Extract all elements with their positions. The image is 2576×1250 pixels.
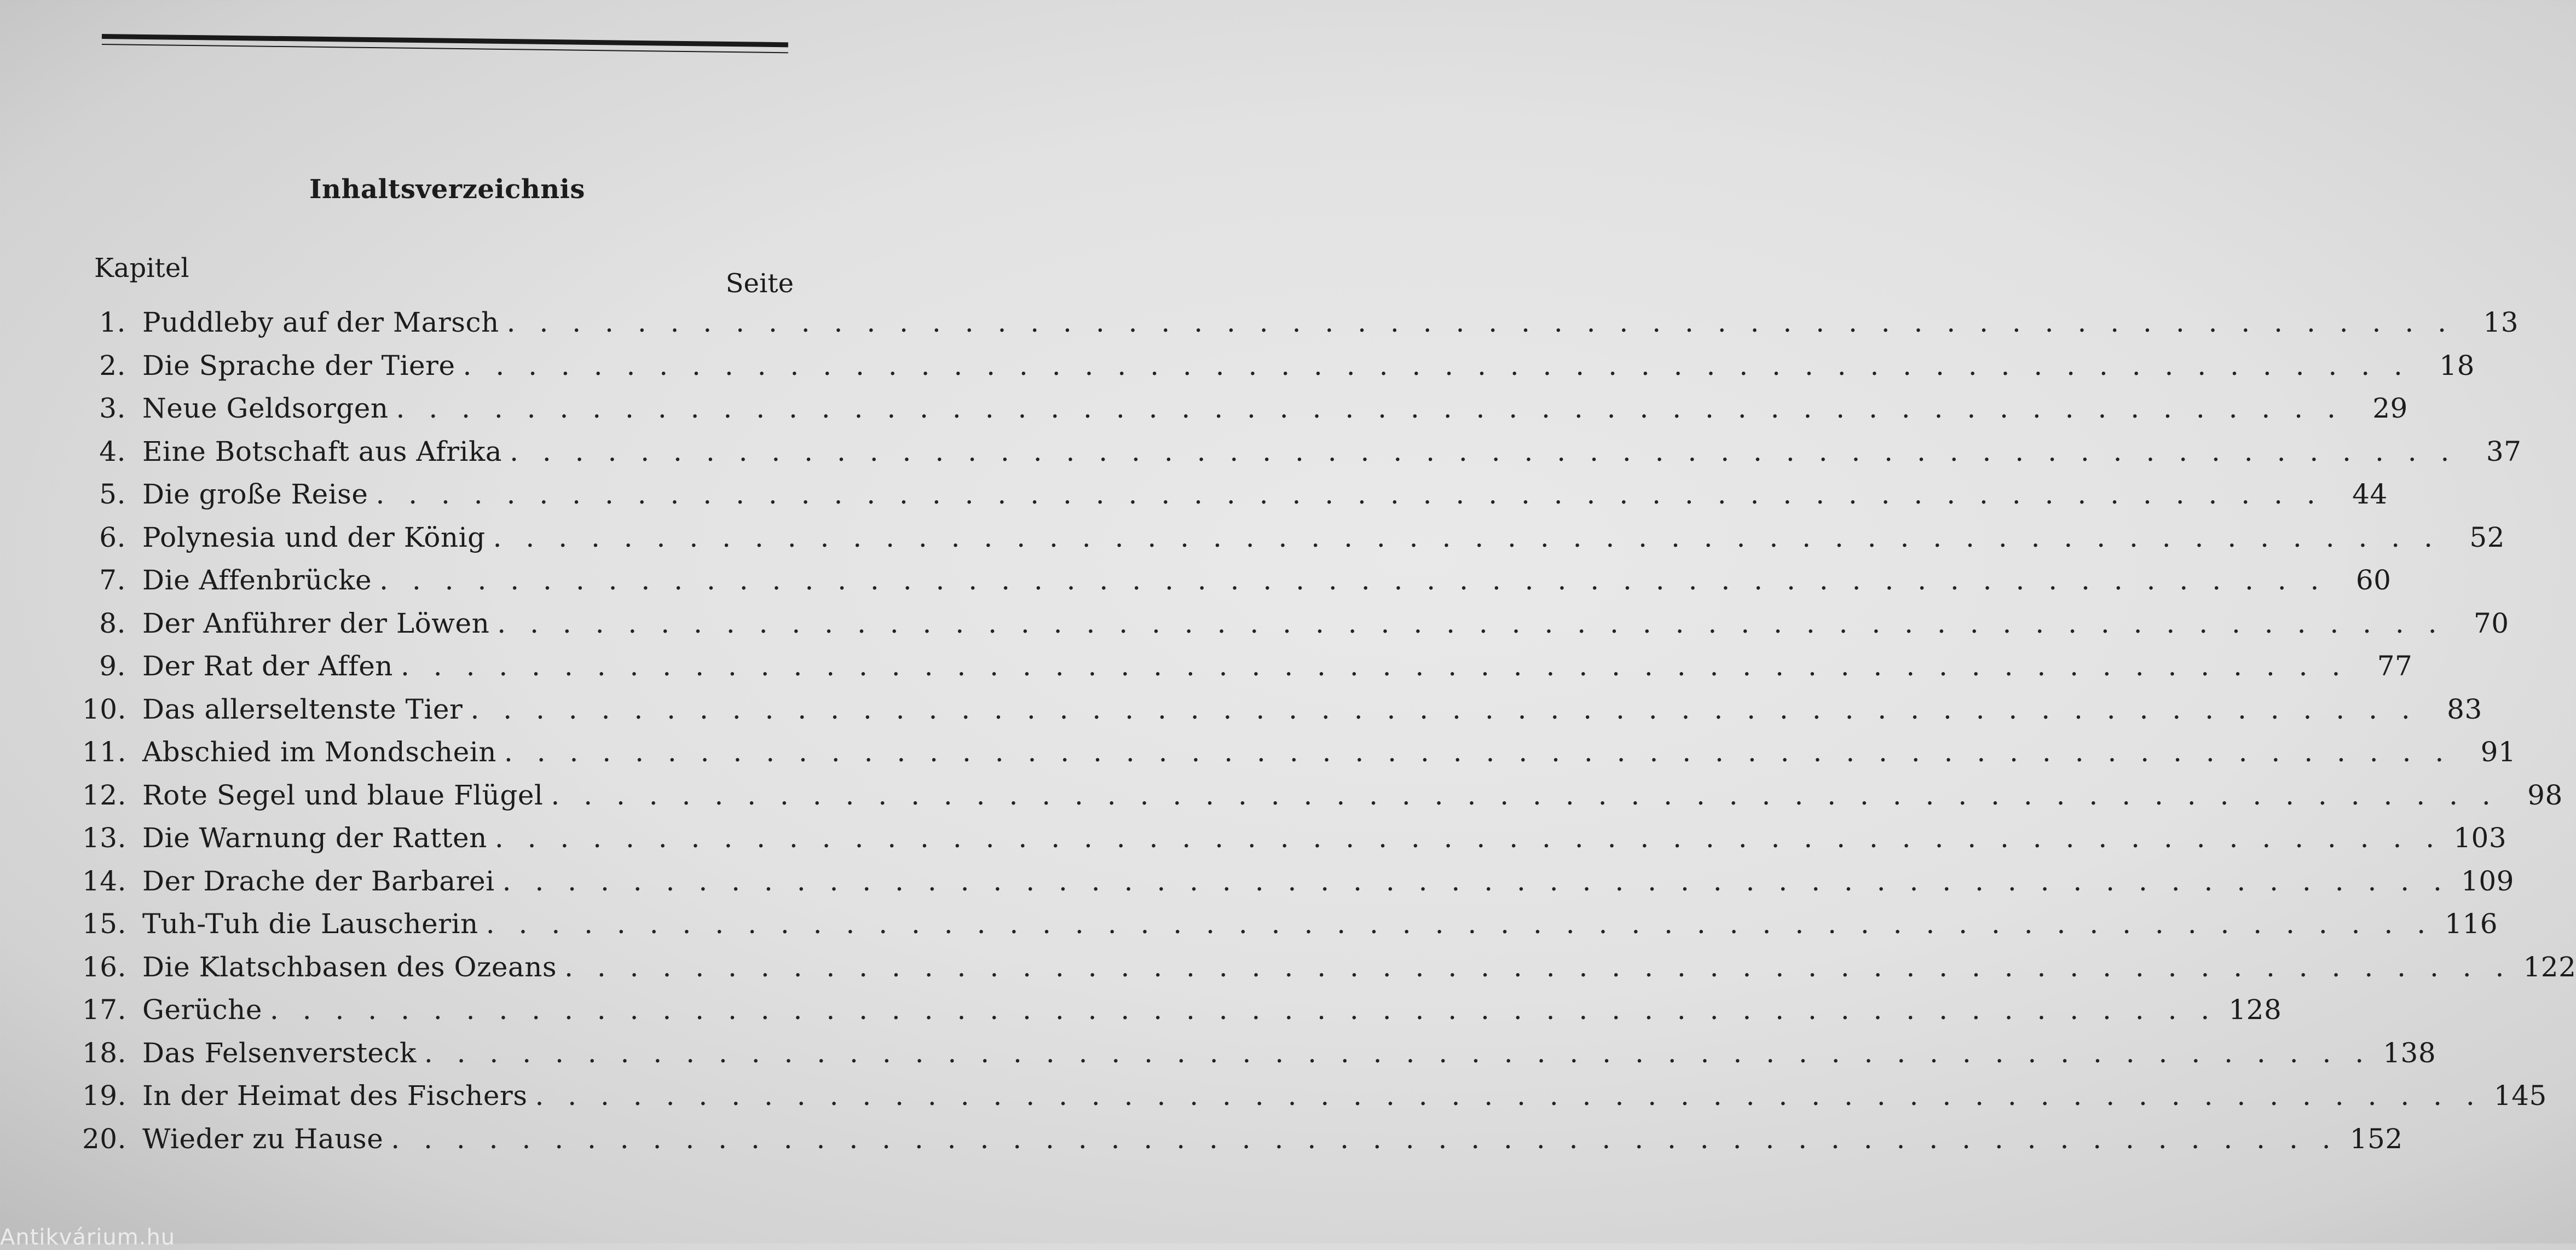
dot-leader: . . . . . . . . . . . . . . . . . . . . . . . . . . . . . . . . . . . . . . . . . . . . . . . . . . . . . . . . . . . . <box>510 435 2457 467</box>
column-header-chapter: Kapitel <box>94 253 189 283</box>
chapter-title: Polynesia und der König <box>142 521 486 553</box>
chapter-title: Die Klatschbasen des Ozeans <box>142 951 557 983</box>
page-number: 116 <box>2445 908 2498 940</box>
chapter-title: Rote Segel und blaue Flügel <box>142 779 544 811</box>
toc-entry <box>82 521 2505 565</box>
chapter-title: Abschied im Mondschein <box>142 736 496 768</box>
dot-leader: . . . . . . . . . . . . . . . . . . . . . . . . . . . . . . . . . . . . . . . . . . . . . . . . . . . . . . . . . . . . <box>463 349 2410 381</box>
chapter-number: 2. <box>99 349 126 381</box>
dot-leader: . . . . . . . . . . . . . . . . . . . . . . . . . . . . . . . . . . . . . . . . . . . . . . . . . . . . . . . . . . . . <box>506 306 2454 338</box>
chapter-number: 9. <box>99 650 126 682</box>
dot-leader: . . . . . . . . . . . . . . . . . . . . . . . . . . . . . . . . . . . . . . . . . . . . . . . . . . . . . . . . . . . . <box>504 736 2452 768</box>
page-number: 122 <box>2523 951 2576 983</box>
chapter-title: Der Rat der Affen <box>142 650 393 682</box>
toc-entry <box>82 736 2516 779</box>
chapter-number: 7. <box>99 564 126 596</box>
chapter-number: 8. <box>99 607 126 639</box>
page-number: 60 <box>2355 564 2392 596</box>
column-header-page: Seite <box>725 268 794 299</box>
chapter-title: Das Felsenversteck <box>142 1037 417 1069</box>
chapter-title: Neue Geldsorgen <box>142 392 389 424</box>
page-number: 29 <box>2372 392 2408 424</box>
toc-entry <box>82 564 2392 607</box>
chapter-title: Wieder zu Hause <box>142 1122 384 1155</box>
chapter-number: 11. <box>82 736 127 768</box>
table-of-contents <box>82 306 2576 1166</box>
chapter-number: 16. <box>82 951 127 983</box>
page-number: 18 <box>2439 349 2475 381</box>
toc-entry <box>82 392 2408 436</box>
page-number: 52 <box>2469 521 2505 553</box>
dot-leader: . . . . . . . . . . . . . . . . . . . . . . . . . . . . . . . . . . . . . . . . . . . . . . . . . . . . . . . . . . . . <box>396 392 2343 424</box>
chapter-title: Die Warnung der Ratten <box>142 822 487 854</box>
chapter-title: Gerüche <box>142 994 262 1026</box>
chapter-number: 3. <box>99 392 126 424</box>
chapter-number: 13. <box>82 822 127 854</box>
page-number: 103 <box>2453 822 2507 854</box>
dot-leader: . . . . . . . . . . . . . . . . . . . . . . . . . . . . . . . . . . . . . . . . . . . . . . . . . . . . . . . . . . . . <box>379 564 2327 596</box>
dot-leader: . . . . . . . . . . . . . . . . . . . . . . . . . . . . . . . . . . . . . . . . . . . . . . . . . . . . . . . . . . . . <box>551 779 2498 811</box>
dot-leader: . . . . . . . . . . . . . . . . . . . . . . . . . . . . . . . . . . . . . . . . . . . . . . . . . . . . . . . . . . . . <box>535 1080 2482 1112</box>
chapter-title: Die Sprache der Tiere <box>142 349 455 381</box>
toc-entry <box>82 349 2475 393</box>
dot-leader: . . . . . . . . . . . . . . . . . . . . . . . . . . . . . . . . . . . . . . . . . . . . . . . . . . . . . . . . . . . . <box>391 1122 2338 1155</box>
toc-entry <box>82 306 2519 350</box>
dot-leader: . . . . . . . . . . . . . . . . . . . . . . . . . . . . . . . . . . . . . . . . . . . . . . . . . . . . . . . . . . . . <box>376 478 2323 510</box>
page-number: 70 <box>2474 607 2509 639</box>
dot-leader: . . . . . . . . . . . . . . . . . . . . . . . . . . . . . . . . . . . . . . . . . . . . . . . . . . . . . . . . . . . . <box>502 865 2450 897</box>
dot-leader: . . . . . . . . . . . . . . . . . . . . . . . . . . . . . . . . . . . . . . . . . . . . . . . . . . . . . . . . . . . . <box>493 521 2440 553</box>
chapter-title: Puddleby auf der Marsch <box>142 306 499 338</box>
dot-leader: . . . . . . . . . . . . . . . . . . . . . . . . . . . . . . . . . . . . . . . . . . . . . . . . . . . . . . . . . . . . <box>564 951 2512 983</box>
toc-entry <box>82 779 2563 823</box>
toc-entry <box>82 822 2507 865</box>
page-number: 44 <box>2352 478 2388 510</box>
toc-entry <box>82 1122 2403 1166</box>
page-number: 145 <box>2493 1080 2547 1112</box>
page-number: 13 <box>2483 306 2519 338</box>
page-number: 77 <box>2377 650 2413 682</box>
chapter-number: 18. <box>82 1037 127 1069</box>
toc-entry <box>82 1037 2436 1080</box>
watermark: Antikvárium.hu <box>0 1225 176 1250</box>
chapter-title: In der Heimat des Fischers <box>142 1080 528 1112</box>
dot-leader: . . . . . . . . . . . . . . . . . . . . . . . . . . . . . . . . . . . . . . . . . . . . . . . . . . . . . . . . . . . . <box>470 693 2418 725</box>
chapter-number: 1. <box>99 306 126 338</box>
toc-entry <box>82 994 2282 1037</box>
chapter-title: Der Anführer der Löwen <box>142 607 490 639</box>
page-number: 128 <box>2228 994 2282 1026</box>
toc-entry <box>82 908 2498 951</box>
chapter-number: 5. <box>99 478 126 510</box>
chapter-number: 6. <box>99 521 126 553</box>
chapter-title: Die Affenbrücke <box>142 564 372 596</box>
chapter-number: 17. <box>82 994 127 1026</box>
dot-leader: . . . . . . . . . . . . . . . . . . . . . . . . . . . . . . . . . . . . . . . . . . . . . . . . . . . . . . . . . . . . <box>497 607 2445 639</box>
chapter-number: 4. <box>99 435 126 467</box>
toc-entry <box>82 951 2576 994</box>
page-number: 83 <box>2447 693 2482 725</box>
dot-leader: . . . . . . . . . . . . . . . . . . . . . . . . . . . . . . . . . . . . . . . . . . . . . . . . . . . . . . . . . . . . <box>486 908 2434 940</box>
page-number: 91 <box>2480 736 2516 768</box>
chapter-title: Tuh-Tuh die Lauscherin <box>142 908 478 940</box>
chapter-number: 14. <box>82 865 127 897</box>
toc-entry <box>82 650 2413 693</box>
chapter-number: 20. <box>82 1122 127 1155</box>
chapter-title: Das allerseltenste Tier <box>142 693 463 725</box>
chapter-number: 19. <box>82 1080 127 1112</box>
page-title: Inhaltsverzeichnis <box>309 174 585 205</box>
page-number: 37 <box>2486 435 2522 467</box>
toc-entry <box>82 1080 2547 1123</box>
dot-leader: . . . . . . . . . . . . . . . . . . . . . . . . . . . . . . . . . . . . . . . . . . . . . . . . . . . . . . . . . . . . <box>424 1037 2372 1069</box>
page-number: 109 <box>2461 865 2514 897</box>
dot-leader: . . . . . . . . . . . . . . . . . . . . . . . . . . . . . . . . . . . . . . . . . . . . . . . . . . . . . . . . . . . . <box>269 994 2217 1026</box>
chapter-number: 15. <box>82 908 127 940</box>
chapter-title: Der Drache der Barbarei <box>142 865 495 897</box>
chapter-title: Eine Botschaft aus Afrika <box>142 435 503 467</box>
chapter-number: 10. <box>82 693 127 725</box>
chapter-title: Die große Reise <box>142 478 368 510</box>
dot-leader: . . . . . . . . . . . . . . . . . . . . . . . . . . . . . . . . . . . . . . . . . . . . . . . . . . . . . . . . . . . . <box>401 650 2348 682</box>
page-number: 138 <box>2383 1037 2436 1069</box>
dot-leader: . . . . . . . . . . . . . . . . . . . . . . . . . . . . . . . . . . . . . . . . . . . . . . . . . . . . . . . . . . . . <box>494 822 2442 854</box>
page-number: 98 <box>2527 779 2563 811</box>
toc-entry <box>82 435 2522 479</box>
chapter-number: 12. <box>82 779 127 811</box>
toc-entry <box>82 865 2514 908</box>
toc-entry <box>82 693 2482 737</box>
page-number: 152 <box>2349 1122 2403 1155</box>
toc-entry <box>82 607 2509 651</box>
toc-entry <box>82 478 2388 522</box>
